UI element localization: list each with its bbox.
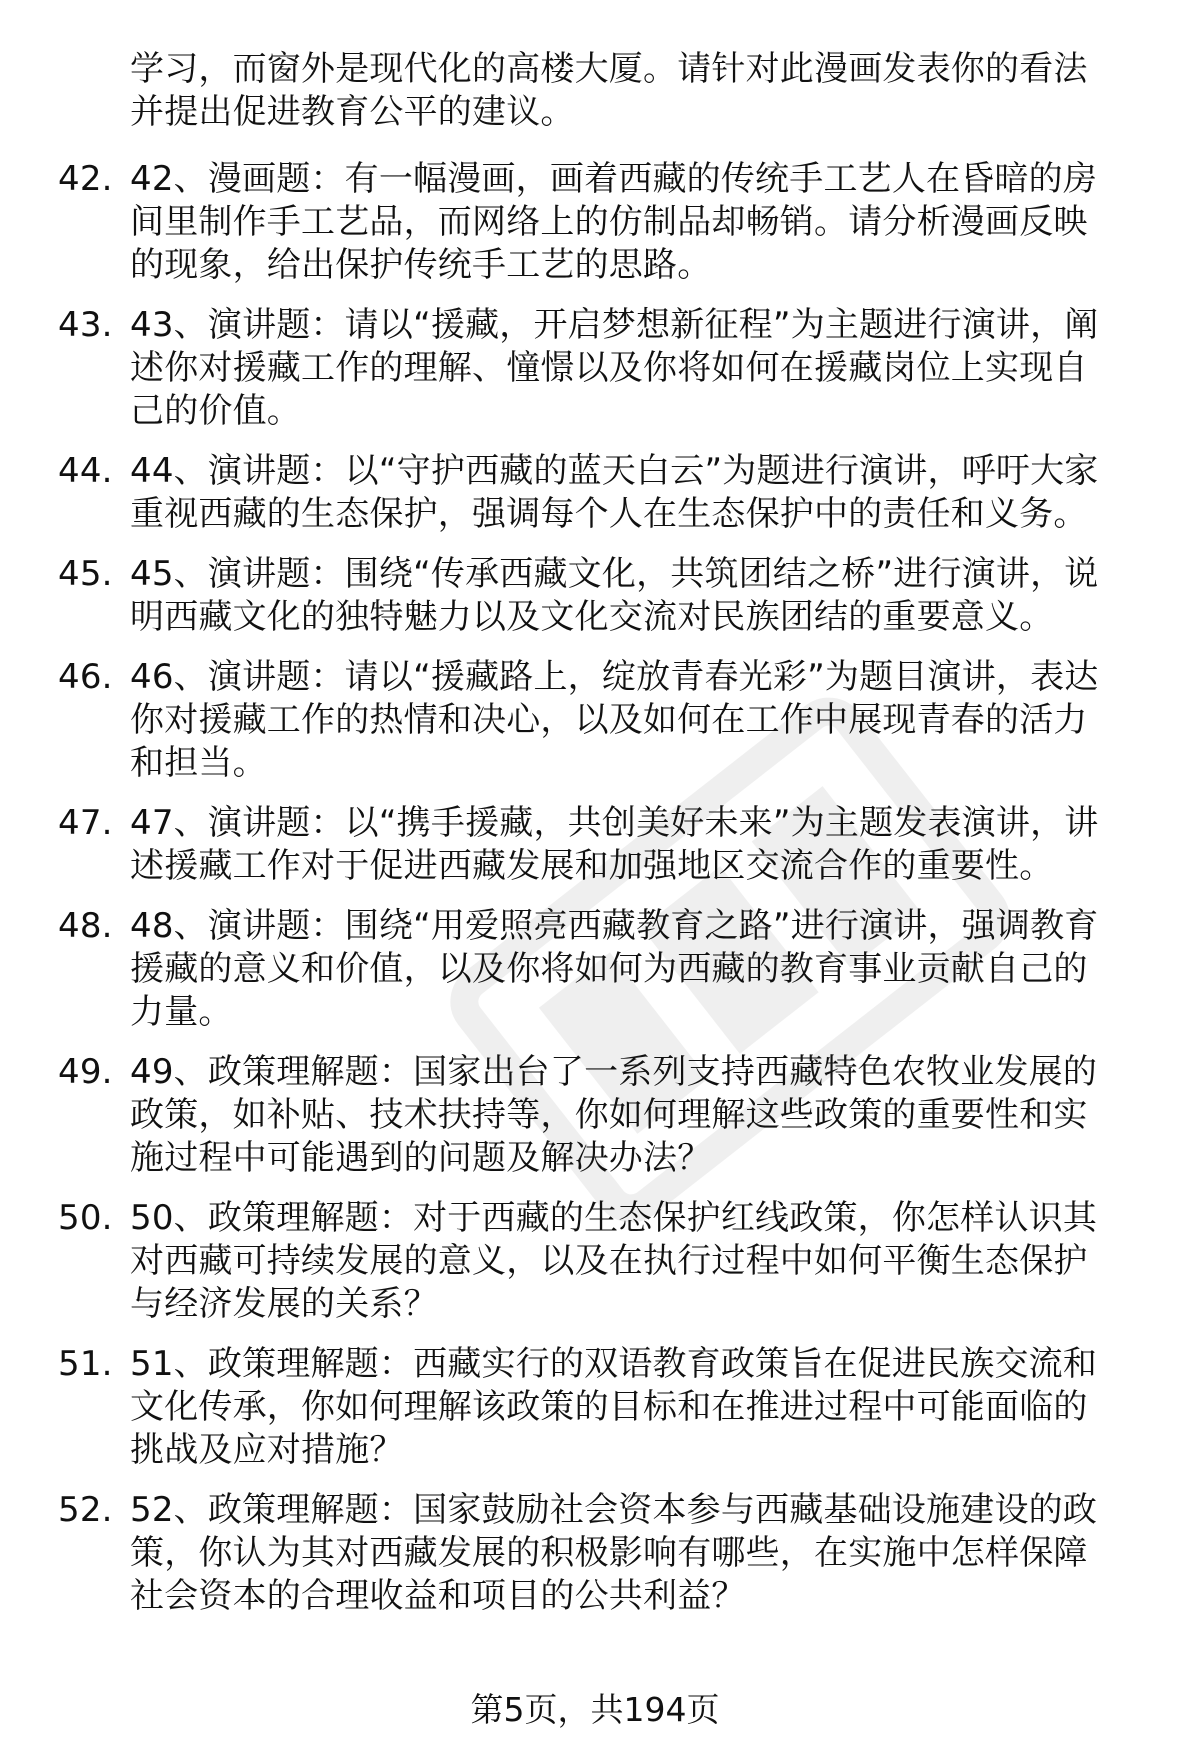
list-item-text: 50、政策理解题：对于西藏的生态保护红线政策，你怎样认识其 对西藏可持续发展的意义，以及在执行过程中如何平衡生态保护 与经济发展的关系？ (130, 1198, 1098, 1324)
list-item-text: 46、演讲题：请以“援藏路上，绽放青春光彩”为题目演讲，表达 你对援藏工作的热情和决心，以及如何在工作中展现青春的活力 和担当。 (130, 657, 1099, 783)
list-item (58, 553, 1148, 639)
list-item-text: 47、演讲题：以“携手援藏，共创美好未来”为主题发表演讲，讲 述援藏工作对于促进西藏发展和加强地区交流合作的重要性。 (130, 803, 1099, 886)
list-item-text: 44、演讲题：以“守护西藏的蓝天白云”为题进行演讲，呼吁大家 重视西藏的生态保护，强调每个人在生态保护中的责任和义务。 (130, 451, 1099, 534)
continued-question-text: 学习，而窗外是现代化的高楼大厦。请针对此漫画发表你的看法 并提出促进教育公平的建议。 (130, 49, 1088, 132)
list-item-text: 52、政策理解题：国家鼓励社会资本参与西藏基础设施建设的政 策，你认为其对西藏发展的积极影响有哪些，在实施中怎样保障 社会资本的合理收益和项目的公共利益？ (130, 1490, 1098, 1616)
list-item (58, 304, 1148, 433)
list-item-text: 42、漫画题：有一幅漫画，画着西藏的传统手工艺人在昏暗的房 间里制作手工艺品，而网络上的仿制品却畅销。请分析漫画反映 的现象，给出保护传统手工艺的思路。 (130, 159, 1098, 285)
page-footer: 第5页，共194页 (470, 1690, 720, 1729)
list-item (58, 1489, 1148, 1618)
list-item-text: 49、政策理解题：国家出台了一系列支持西藏特色农牧业发展的 政策，如补贴、技术扶持等，你如何理解这些政策的重要性和实 施过程中可能遇到的问题及解决办法？ (130, 1052, 1098, 1178)
list-item-number: 46. (58, 657, 113, 697)
list-item-number: 48. (58, 906, 113, 946)
list-item (58, 656, 1148, 785)
list-item-text: 51、政策理解题：西藏实行的双语教育政策旨在促进民族交流和 文化传承，你如何理解该政策的目标和在推进过程中可能面临的 挑战及应对措施？ (130, 1344, 1098, 1470)
list-item (58, 1197, 1148, 1326)
list-item (58, 158, 1148, 287)
list-item-text: 48、演讲题：围绕“用爱照亮西藏教育之路”进行演讲，强调教育 援藏的意义和价值，以及你将如何为西藏的教育事业贡献自己的 力量。 (130, 906, 1099, 1032)
list-item (58, 1051, 1148, 1180)
list-item-number: 52. (58, 1490, 113, 1530)
list-item (58, 905, 1148, 1034)
list-item-number: 43. (58, 305, 113, 345)
list-item (58, 450, 1148, 536)
list-item-number: 51. (58, 1344, 113, 1384)
list-item-number: 42. (58, 159, 113, 199)
question-list (58, 158, 1148, 1635)
list-item-number: 47. (58, 803, 113, 843)
list-item-number: 49. (58, 1052, 113, 1092)
list-item (58, 802, 1148, 888)
list-item-number: 44. (58, 451, 113, 491)
list-item-text: 45、演讲题：围绕“传承西藏文化，共筑团结之桥”进行演讲，说 明西藏文化的独特魅力以及文化交流对民族团结的重要意义。 (130, 554, 1099, 637)
list-item-text: 43、演讲题：请以“援藏，开启梦想新征程”为主题进行演讲，阐 述你对援藏工作的理解、憧憬以及你将如何在援藏岗位上实现自 己的价值。 (130, 305, 1099, 431)
list-item-number: 45. (58, 554, 113, 594)
list-item (58, 1343, 1148, 1472)
list-item-number: 50. (58, 1198, 113, 1238)
